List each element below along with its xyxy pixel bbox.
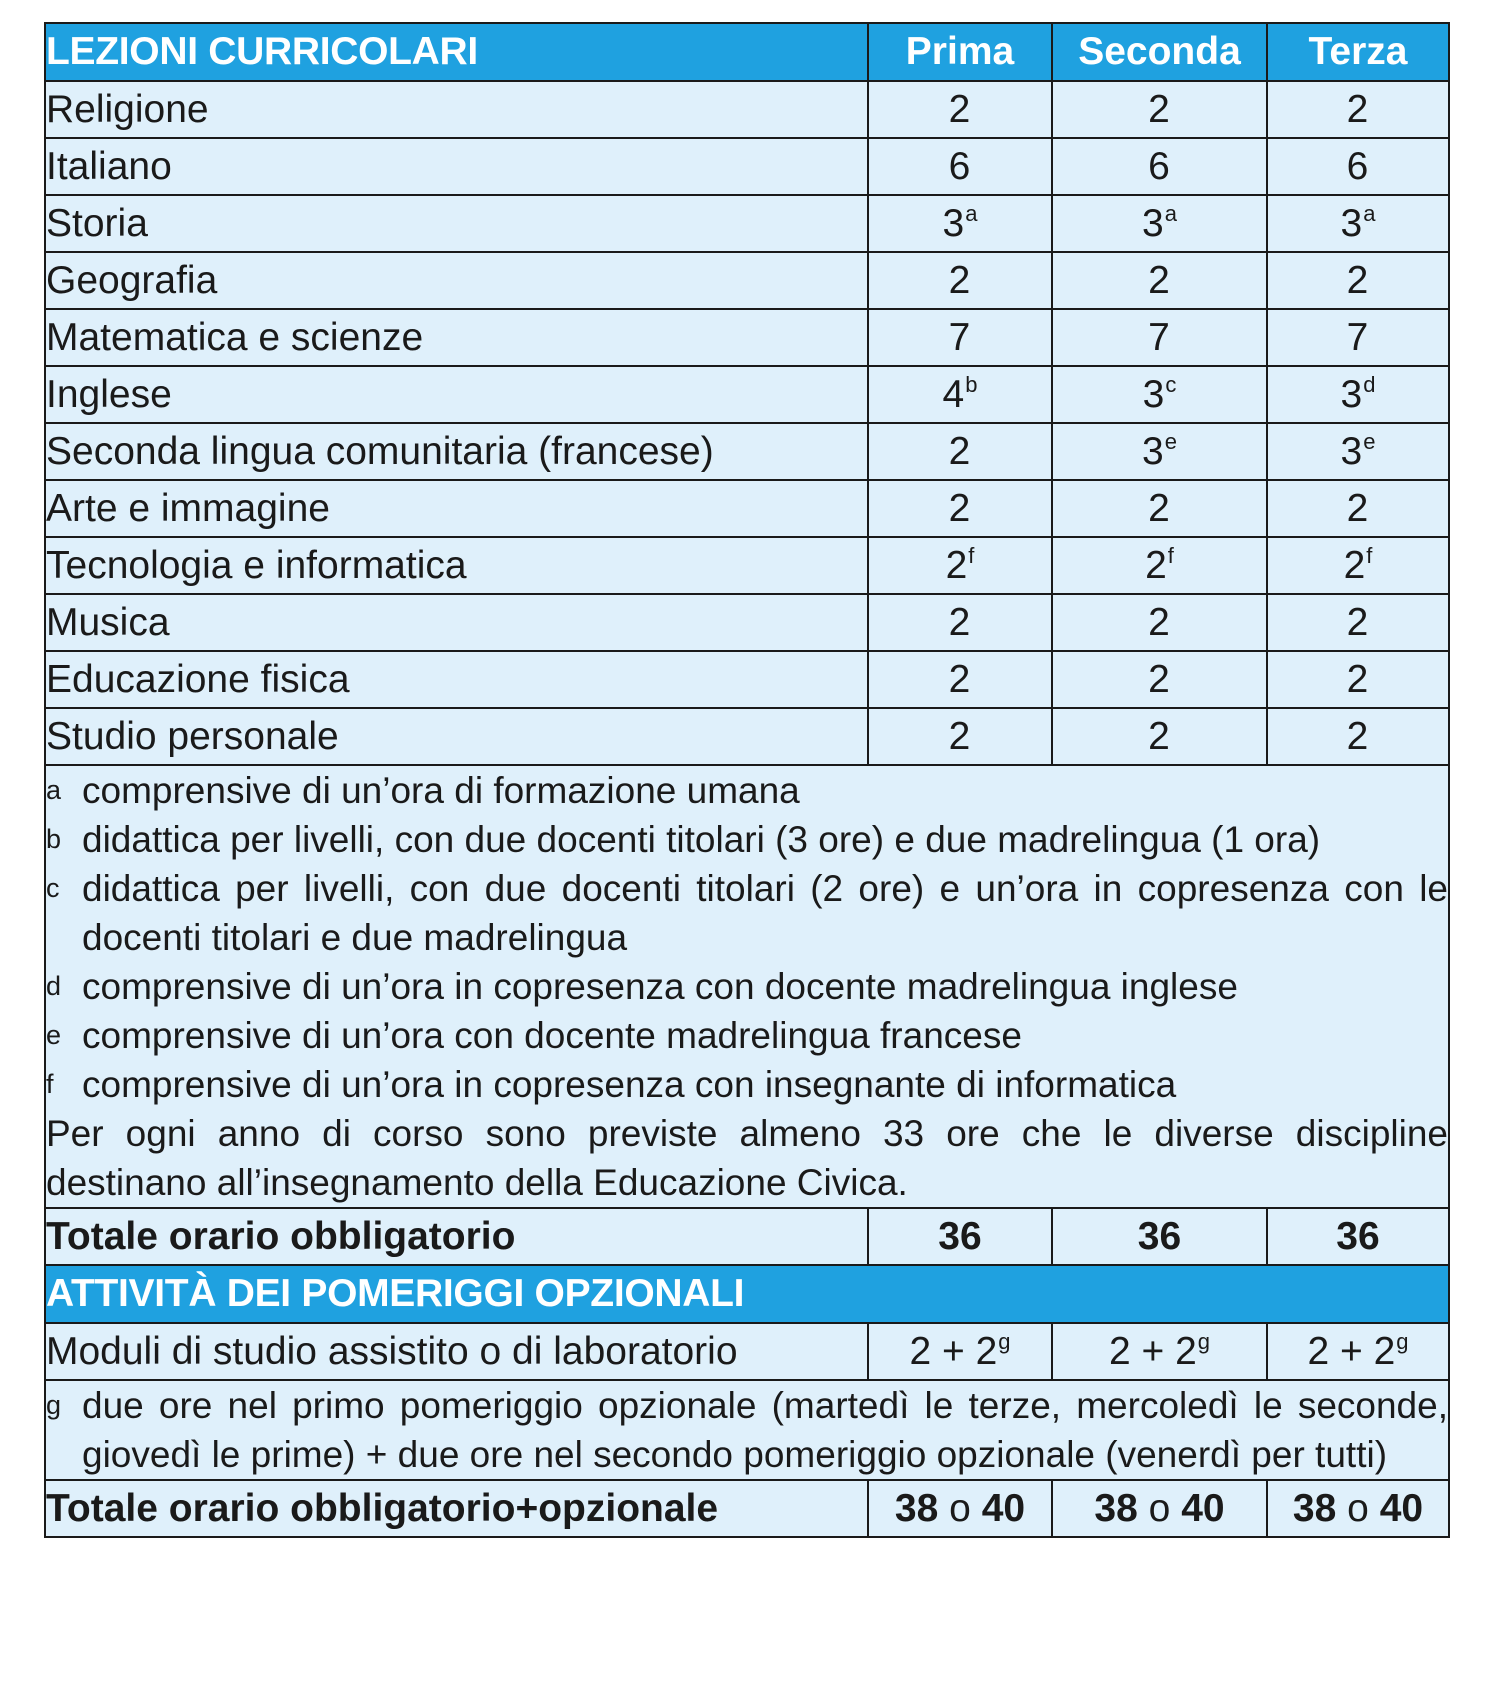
- hours-cell: [1267, 594, 1449, 651]
- optional-footnote-cell: [45, 1380, 1449, 1480]
- footnote: [46, 864, 1448, 962]
- hours-cell-value: 6: [948, 144, 971, 188]
- hours-cell: [868, 708, 1052, 765]
- total-all-row: [45, 1480, 1449, 1537]
- footnote-ref: g: [998, 1328, 1011, 1354]
- hours-cell: [1267, 81, 1449, 138]
- subject-row: [45, 252, 1449, 309]
- hours-cell: [1052, 537, 1267, 594]
- footnote-text: due ore nel primo pomeriggio opzionale (martedì le terze, mercoledì le seconde, giovedì le prime) + due ore nel secondo pomeriggio opzionale (venerdì per tutti): [82, 1385, 1448, 1475]
- hours-cell: [1052, 195, 1267, 252]
- subject-row: [45, 594, 1449, 651]
- footnotes-row: [45, 765, 1449, 1208]
- hours-cell: [868, 423, 1052, 480]
- footnote-ref: a: [965, 200, 978, 226]
- hours-cell: [868, 309, 1052, 366]
- hours-cell: [1052, 651, 1267, 708]
- footnote-text: comprensive di un’ora con docente madrelingua francese: [82, 1015, 1022, 1056]
- hours-cell: [868, 480, 1052, 537]
- module-name: Moduli di studio assistito o di laboratorio: [45, 1323, 868, 1380]
- hours-cell-value: 2: [1346, 714, 1369, 758]
- hours-cell-value: 2: [1148, 486, 1170, 530]
- hours-cell-value: 2: [1148, 87, 1170, 131]
- module-hours-cell-value: 2 + 2: [1108, 1329, 1197, 1373]
- total-max: 40: [1379, 1486, 1424, 1530]
- hours-cell: [1052, 138, 1267, 195]
- hours-cell-value: 2: [948, 87, 971, 131]
- total-all-value: [1052, 1480, 1267, 1537]
- subject-row: [45, 195, 1449, 252]
- subject-name: Tecnologia e informatica: [45, 537, 868, 594]
- hours-cell: [1052, 309, 1267, 366]
- hours-cell-value: 2: [948, 600, 971, 644]
- total-max: 40: [1181, 1486, 1225, 1530]
- hours-cell-value: 2: [1346, 600, 1369, 644]
- hours-cell: [868, 537, 1052, 594]
- total-max: 40: [981, 1486, 1026, 1530]
- hours-cell-value: 3: [1142, 429, 1164, 473]
- schedule-table: [44, 22, 1450, 1538]
- footnote-key: f: [46, 1069, 54, 1099]
- hours-cell: [1052, 366, 1267, 423]
- footnote: [46, 962, 1448, 1011]
- hours-cell: [1052, 480, 1267, 537]
- hours-cell-value: 2: [1343, 543, 1366, 587]
- subject-name: Geografia: [45, 252, 868, 309]
- hours-cell: [1052, 708, 1267, 765]
- hours-cell: [1267, 537, 1449, 594]
- footnote: [46, 1381, 1448, 1479]
- total-min: 38: [1292, 1486, 1337, 1530]
- hours-cell-value: 2: [1148, 258, 1170, 302]
- optional-header-row: [45, 1265, 1449, 1323]
- year-header-terza: Terza: [1267, 23, 1449, 81]
- subject-name: Italiano: [45, 138, 868, 195]
- hours-cell-value: 3: [942, 201, 965, 245]
- subject-row: [45, 81, 1449, 138]
- hours-cell: [868, 195, 1052, 252]
- footnote-ref: f: [1366, 542, 1373, 568]
- subject-row: [45, 480, 1449, 537]
- footnote: [46, 1011, 1448, 1060]
- subject-name: Educazione fisica: [45, 651, 868, 708]
- hours-cell-value: 2: [948, 486, 971, 530]
- footnote-text: comprensive di un’ora di formazione umana: [82, 770, 800, 811]
- hours-cell-value: 3: [1340, 201, 1363, 245]
- hours-cell: [1267, 195, 1449, 252]
- total-mandatory-value: 36: [1052, 1208, 1267, 1265]
- subject-row: [45, 366, 1449, 423]
- hours-cell: [868, 252, 1052, 309]
- footnote-ref: g: [1396, 1328, 1409, 1354]
- hours-cell: [868, 594, 1052, 651]
- hours-cell: [1267, 138, 1449, 195]
- footnote-text: comprensive di un’ora in copresenza con insegnante di informatica: [82, 1064, 1177, 1105]
- hours-cell-value: 2: [1346, 258, 1369, 302]
- subject-row: [45, 537, 1449, 594]
- subject-row: [45, 651, 1449, 708]
- module-row: [45, 1323, 1449, 1380]
- footnote-ref: e: [1363, 428, 1376, 454]
- footnote-key: c: [46, 873, 60, 903]
- hours-cell: [1267, 708, 1449, 765]
- module-hours-cell: [1052, 1323, 1267, 1380]
- subject-name: Arte e immagine: [45, 480, 868, 537]
- hours-cell-value: 7: [948, 315, 971, 359]
- hours-cell-value: 3: [1340, 372, 1363, 416]
- hours-cell: [1267, 480, 1449, 537]
- footnote-ref: c: [1165, 371, 1177, 397]
- total-or: o: [949, 1486, 971, 1530]
- footnote: [46, 1060, 1448, 1109]
- subject-name: Seconda lingua comunitaria (francese): [45, 423, 868, 480]
- footnote: [46, 766, 1448, 815]
- hours-cell: [1052, 594, 1267, 651]
- footnote-text: comprensive di un’ora in copresenza con docente madrelingua inglese: [82, 966, 1238, 1007]
- footnote-ref: b: [965, 371, 978, 397]
- subject-row: [45, 423, 1449, 480]
- hours-cell-value: 3: [1340, 429, 1363, 473]
- optional-title: ATTIVITÀ DEI POMERIGGI OPZIONALI: [45, 1265, 1449, 1323]
- hours-cell-value: 3: [1142, 201, 1164, 245]
- hours-cell: [1267, 423, 1449, 480]
- year-header-prima: Prima: [868, 23, 1052, 81]
- total-mandatory-row: [45, 1208, 1449, 1265]
- hours-cell-value: 6: [1148, 144, 1170, 188]
- footnote-key: g: [46, 1390, 62, 1420]
- hours-cell-value: 2: [1148, 657, 1170, 701]
- year-header-seconda: Seconda: [1052, 23, 1267, 81]
- footnote-ref: d: [1363, 371, 1376, 397]
- hours-cell-value: 2: [1148, 600, 1170, 644]
- hours-cell: [1052, 252, 1267, 309]
- hours-cell: [868, 651, 1052, 708]
- hours-cell-value: 7: [1148, 315, 1170, 359]
- subject-name: Matematica e scienze: [45, 309, 868, 366]
- subject-name: Musica: [45, 594, 868, 651]
- total-min: 38: [1094, 1486, 1138, 1530]
- total-all-value: [868, 1480, 1052, 1537]
- subject-name: Inglese: [45, 366, 868, 423]
- total-all-value: [1267, 1480, 1449, 1537]
- hours-cell-value: 2: [1346, 657, 1369, 701]
- footnote-key: b: [46, 824, 62, 854]
- hours-cell: [868, 366, 1052, 423]
- footnote-ref: a: [1363, 200, 1376, 226]
- footnote-key: a: [46, 775, 62, 805]
- footnote-ref: f: [1167, 542, 1174, 568]
- hours-cell: [1052, 81, 1267, 138]
- subject-row: [45, 309, 1449, 366]
- subject-name: Religione: [45, 81, 868, 138]
- hours-cell-value: 6: [1346, 144, 1369, 188]
- hours-cell: [868, 81, 1052, 138]
- module-hours-cell: [1267, 1323, 1449, 1380]
- hours-cell-value: 2: [1148, 714, 1170, 758]
- hours-cell: [1267, 252, 1449, 309]
- module-hours-cell: [868, 1323, 1052, 1380]
- footnote-ref: e: [1164, 428, 1177, 454]
- total-or: o: [1148, 1486, 1171, 1530]
- footnote-ref: a: [1164, 200, 1177, 226]
- total-mandatory-label: Totale orario obbligatorio: [45, 1208, 868, 1265]
- footnote-key: d: [46, 971, 62, 1001]
- footnotes-cell: [45, 765, 1449, 1208]
- civics-note: Per ogni anno di corso sono previste almeno 33 ore che le diverse discipline destinano all’insegnamento della Educazione Civica.: [46, 1113, 1448, 1203]
- hours-cell-value: 2: [945, 543, 968, 587]
- subject-row: [45, 708, 1449, 765]
- total-or: o: [1347, 1486, 1369, 1530]
- hours-cell-value: 2: [948, 714, 971, 758]
- total-all-label: Totale orario obbligatorio+opzionale: [45, 1480, 868, 1537]
- module-hours-cell-value: 2 + 2: [1307, 1329, 1396, 1373]
- hours-cell-value: 2: [948, 657, 971, 701]
- hours-cell-value: 2: [948, 258, 971, 302]
- hours-cell: [1267, 651, 1449, 708]
- curricular-header-row: [45, 23, 1449, 81]
- hours-cell-value: 4: [942, 372, 965, 416]
- subject-row: [45, 138, 1449, 195]
- hours-cell-value: 2: [1346, 87, 1369, 131]
- footnote-key: e: [46, 1020, 62, 1050]
- total-mandatory-value: 36: [868, 1208, 1052, 1265]
- total-min: 38: [894, 1486, 939, 1530]
- hours-cell: [1052, 423, 1267, 480]
- optional-footnote-row: [45, 1380, 1449, 1480]
- module-hours-cell-value: 2 + 2: [909, 1329, 998, 1373]
- subject-name: Studio personale: [45, 708, 868, 765]
- footnote-ref: f: [968, 542, 975, 568]
- footnote-ref: g: [1197, 1328, 1211, 1354]
- hours-cell-value: 7: [1346, 315, 1369, 359]
- hours-cell: [1267, 309, 1449, 366]
- hours-cell: [868, 138, 1052, 195]
- footnote: [46, 815, 1448, 864]
- subject-name: Storia: [45, 195, 868, 252]
- footnote-text: didattica per livelli, con due docenti titolari (2 ore) e un’ora in copresenza con le docenti titolari e due madrelingua: [82, 868, 1448, 958]
- hours-cell: [1267, 366, 1449, 423]
- footnote-text: didattica per livelli, con due docenti titolari (3 ore) e due madrelingua (1 ora): [82, 819, 1321, 860]
- hours-cell-value: 3: [1142, 372, 1165, 416]
- total-mandatory-value: 36: [1267, 1208, 1449, 1265]
- curricular-title: LEZIONI CURRICOLARI: [45, 23, 868, 81]
- hours-cell-value: 2: [1346, 486, 1369, 530]
- hours-cell-value: 2: [1145, 543, 1167, 587]
- hours-cell-value: 2: [948, 429, 971, 473]
